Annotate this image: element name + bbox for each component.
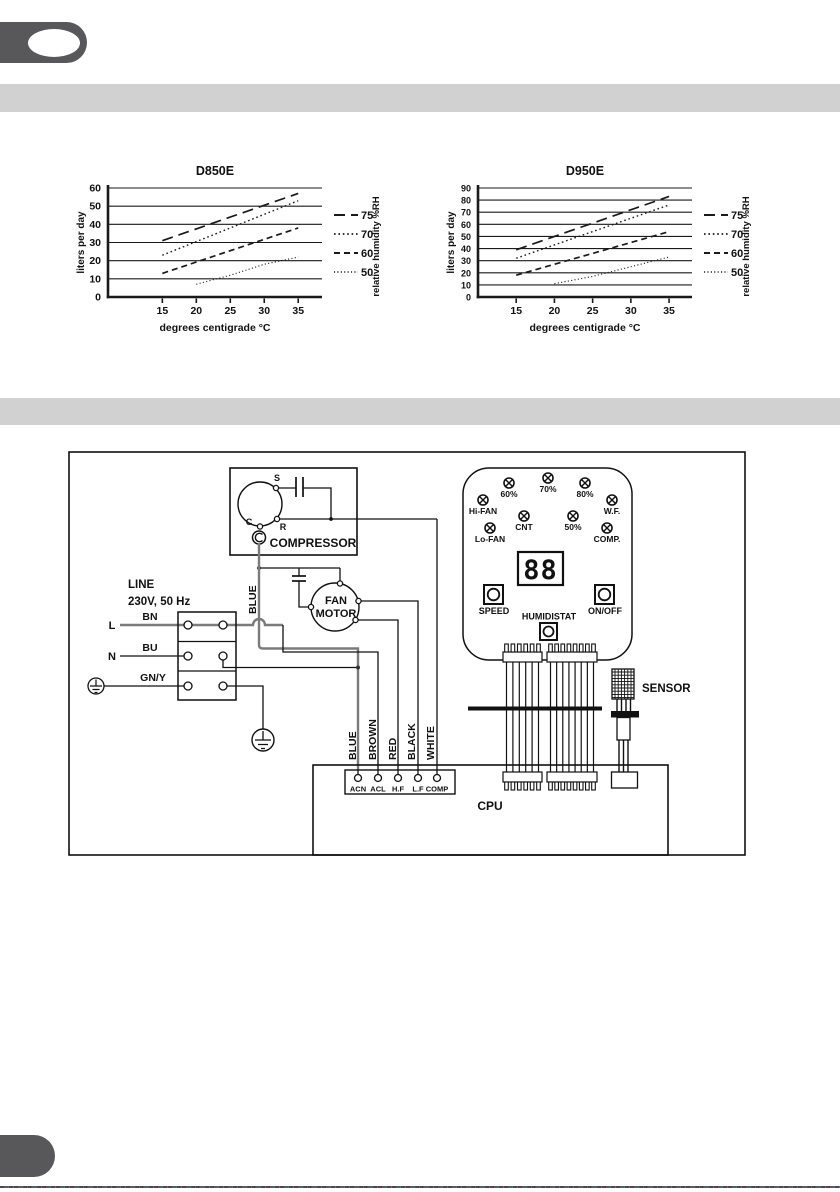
y-tick-label: 0 [465, 292, 471, 303]
x-tick-label: 30 [625, 305, 637, 317]
section-divider-band-top [0, 84, 840, 112]
led-label: 60% [500, 489, 518, 499]
led-label: W.F. [603, 506, 621, 516]
y-tick-label: 20 [460, 268, 471, 279]
led-label: COMP. [593, 534, 621, 544]
y-tick-label: 30 [89, 237, 101, 249]
wire-bn-label: BN [142, 611, 158, 623]
cpu-terminal-label: COMP [425, 784, 449, 794]
chart-title: D850E [195, 164, 235, 178]
cpu-terminal-label: L.F [412, 784, 424, 794]
x-tick-label: 15 [510, 305, 523, 317]
led-label: 80% [576, 489, 594, 499]
onoff-button-label: ON/OFF [588, 606, 622, 616]
x-tick-label: 25 [224, 305, 237, 317]
capacity-chart-d850e [46, 158, 398, 338]
x-tick-label: 15 [156, 305, 169, 317]
legend-title: relative humidity %RH [741, 196, 752, 297]
y-tick-label: 10 [460, 280, 471, 291]
series-75 [162, 193, 298, 240]
y-axis-label: liters per day [76, 211, 87, 274]
compressor-label: COMPRESSOR [269, 536, 357, 550]
legend-label: 50 [731, 267, 744, 279]
series-60 [162, 228, 298, 273]
y-tick-label: 80 [460, 195, 471, 206]
y-tick-label: 10 [89, 273, 101, 286]
earth-ground-icon [252, 729, 274, 751]
compressor [230, 468, 437, 555]
wire-label-WHITE: WHITE [425, 726, 437, 760]
terminal-c-label: C [245, 517, 253, 527]
humidistat-label: HUMIDISTAT [521, 611, 577, 622]
x-tick-label: 20 [190, 305, 203, 317]
legend-label: 75 [361, 210, 374, 222]
terminal-r-label: R [279, 522, 287, 532]
series-75 [516, 196, 669, 249]
x-tick-label: 35 [663, 305, 675, 317]
capacity-chart-d950e [416, 158, 768, 338]
display-value: 88 [523, 555, 558, 586]
legend-label: 60 [731, 248, 744, 260]
legend-label: 75 [731, 210, 744, 222]
legend-label: 50 [361, 267, 374, 279]
y-tick-label: 30 [460, 256, 471, 267]
chart-title: D950E [565, 164, 605, 178]
earth-icon [88, 678, 104, 694]
neutral-wire [223, 660, 358, 668]
led-label: 50% [564, 522, 582, 532]
cpu-terminal-L.F [415, 775, 422, 782]
page-footer-tab [0, 1135, 55, 1177]
legend-label: 70 [731, 229, 744, 241]
ribbon-cables [503, 644, 597, 790]
wire-bu-label: BU [142, 642, 158, 654]
line-label: LINE [128, 579, 155, 591]
cpu-terminal-ACN [355, 775, 362, 782]
cpu-label: CPU [477, 799, 503, 813]
cable-tie-bar [468, 707, 602, 711]
led-label: CNT [515, 522, 533, 532]
section-divider-band-middle [0, 398, 840, 425]
y-tick-label: 20 [89, 255, 101, 268]
led-label: Hi-FAN [468, 506, 498, 516]
cpu-terminal-COMP [434, 775, 441, 782]
led-label: Lo-FAN [474, 534, 506, 544]
blue-wire-label: BLUE [247, 585, 259, 614]
led-label: 70% [539, 484, 557, 494]
footer-rule [0, 1186, 840, 1188]
cpu-terminal-ACL [375, 775, 382, 782]
fan-label-2: MOTOR [315, 608, 357, 620]
y-tick-label: 50 [460, 231, 471, 242]
y-tick-label: 70 [460, 207, 471, 218]
x-axis-label: degrees centigrade °C [529, 322, 641, 334]
cpu-terminal-label: H.F [391, 784, 405, 794]
terminal-s-label: S [273, 473, 281, 483]
y-tick-label: 40 [460, 244, 471, 255]
row-l-label: L [108, 620, 116, 632]
y-tick-label: 0 [95, 291, 101, 304]
cpu-terminal-label: ACN [349, 784, 367, 794]
y-axis-label: liters per day [446, 211, 457, 274]
control-panel [463, 468, 632, 660]
legend-label: 70 [361, 229, 374, 241]
wire-label-BROWN: BROWN [367, 719, 379, 760]
x-tick-label: 25 [586, 305, 599, 317]
x-tick-label: 20 [548, 305, 561, 317]
speed-button-label: SPEED [478, 606, 510, 616]
x-tick-label: 30 [258, 305, 271, 317]
legend-label: 60 [361, 248, 374, 260]
row-n-label: N [108, 651, 116, 663]
x-tick-label: 35 [292, 305, 305, 317]
cpu-terminal-H.F [395, 775, 402, 782]
series-70 [516, 205, 669, 258]
page-corner-tab [0, 22, 87, 63]
line-voltage-label: 230V, 50 Hz [128, 596, 191, 608]
y-tick-label: 90 [460, 183, 471, 194]
wire-label-BLACK: BLACK [406, 723, 418, 760]
wire-color-labels [347, 719, 437, 760]
cpu-terminal-label: ACL [370, 784, 386, 794]
sensor-label: SENSOR [642, 683, 691, 695]
wire-gny-label: GN/Y [140, 672, 166, 684]
series-60 [516, 232, 669, 276]
y-tick-label: 50 [89, 200, 101, 213]
y-tick-label: 60 [460, 219, 471, 230]
wiring-diagram [0, 430, 840, 870]
y-tick-label: 40 [89, 218, 101, 231]
legend-title: relative humidity %RH [371, 196, 382, 297]
fan-label-1: FAN [325, 595, 347, 607]
wire-label-RED: RED [387, 737, 399, 760]
series-70 [162, 201, 298, 256]
humidity-sensor [611, 669, 691, 788]
wire-label-BLUE: BLUE [347, 731, 359, 760]
x-axis-label: degrees centigrade °C [159, 322, 271, 334]
tab-oval-icon [28, 29, 80, 57]
y-tick-label: 60 [89, 182, 101, 195]
